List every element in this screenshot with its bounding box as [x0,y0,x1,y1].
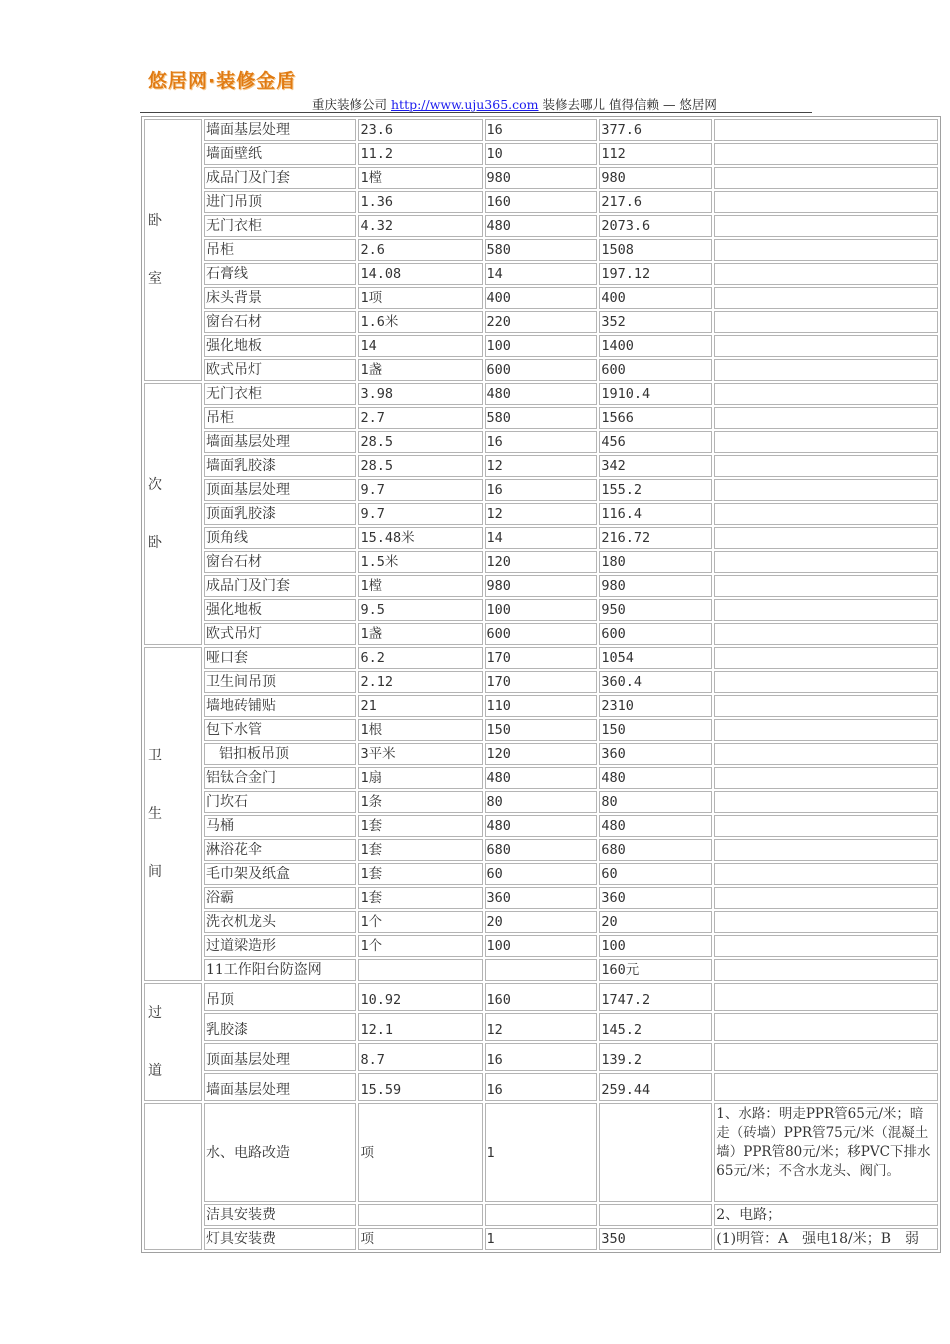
table-row [144,431,938,453]
item-name-cell: 哑口套 [204,647,357,669]
remark-cell [714,887,938,909]
quantity-cell: 1条 [358,791,482,813]
quantity-cell: 15.48米 [358,527,482,549]
remark-cell [714,959,938,981]
amount-cell: 60 [599,863,712,885]
amount-cell: 180 [599,551,712,573]
amount-cell [599,1103,712,1202]
item-name-cell: 淋浴花伞 [204,839,357,861]
quantity-cell: 1套 [358,887,482,909]
section-label-corridor [144,983,202,1101]
quantity-cell: 11.2 [358,143,482,165]
item-name-cell: 吊顶 [204,983,357,1011]
header-rule [140,112,812,113]
quantity-cell: 1个 [358,911,482,933]
amount-cell: 980 [599,167,712,189]
quantity-cell: 15.59 [358,1073,482,1101]
quantity-cell: 3.98 [358,383,482,405]
quantity-cell: 1.5米 [358,551,482,573]
item-name-cell: 石膏线 [204,263,357,285]
table-row [144,815,938,837]
remark-cell [714,143,938,165]
item-name-cell: 顶面基层处理 [204,479,357,501]
table-row [144,743,938,765]
amount-cell: 2073.6 [599,215,712,237]
unit-price-cell: 110 [485,695,598,717]
amount-cell: 150 [599,719,712,741]
quantity-cell: 28.5 [358,431,482,453]
amount-cell: 480 [599,815,712,837]
quantity-cell: 1盏 [358,359,482,381]
quantity-cell [358,1204,482,1226]
item-name-cell: 马桶 [204,815,357,837]
table-row [144,911,938,933]
amount-cell: 20 [599,911,712,933]
table-row [144,503,938,525]
amount-cell: 2310 [599,695,712,717]
amount-cell: 360 [599,743,712,765]
slogan: 装修去哪儿 值得信赖 — 悠居网 [542,97,717,112]
amount-cell: 350 [599,1228,712,1250]
item-name-cell: 顶面乳胶漆 [204,503,357,525]
item-name-cell: 窗台石材 [204,551,357,573]
amount-cell: 680 [599,839,712,861]
unit-price-cell: 360 [485,887,598,909]
unit-price-cell: 170 [485,671,598,693]
amount-cell: 1910.4 [599,383,712,405]
amount-cell: 1508 [599,239,712,261]
table-row [144,311,938,333]
remark-cell [714,359,938,381]
section-label-char: 室 [148,271,162,287]
amount-cell: 139.2 [599,1043,712,1071]
table-row [144,143,938,165]
item-name-cell: 吊柜 [204,407,357,429]
item-name-cell: 乳胶漆 [204,1013,357,1041]
remark-cell [714,407,938,429]
unit-price-cell: 14 [485,527,598,549]
table-row [144,167,938,189]
unit-price-cell: 480 [485,767,598,789]
amount-cell: 980 [599,575,712,597]
unit-price-cell: 160 [485,983,598,1011]
table-row [144,215,938,237]
section-label-char: 间 [148,864,162,880]
item-name-cell: 顶角线 [204,527,357,549]
table-row [144,575,938,597]
remark-cell [714,287,938,309]
unit-price-cell: 580 [485,407,598,429]
remark-cell [714,335,938,357]
remark-cell [714,863,938,885]
item-name-cell: 过道梁造形 [204,935,357,957]
unit-price-cell: 170 [485,647,598,669]
unit-price-cell: 60 [485,863,598,885]
table-row [144,695,938,717]
item-name-cell: 11工作阳台防盗网 [204,959,357,981]
item-name-cell: 铝钛合金门 [204,767,357,789]
remark-cell [714,119,938,141]
item-name-cell: 包下水管 [204,719,357,741]
amount-cell: 360.4 [599,671,712,693]
section-label-char: 过 [148,1005,162,1021]
amount-cell: 377.6 [599,119,712,141]
unit-price-cell: 480 [485,815,598,837]
amount-cell: 1400 [599,335,712,357]
unit-price-cell: 980 [485,167,598,189]
amount-cell: 1566 [599,407,712,429]
remark-cell: 2、电路； [714,1204,938,1226]
unit-price-cell: 100 [485,599,598,621]
quantity-cell: 8.7 [358,1043,482,1071]
quantity-cell: 1根 [358,719,482,741]
item-name-cell: 强化地板 [204,335,357,357]
amount-cell: 160元 [599,959,712,981]
amount-cell [599,1204,712,1226]
table-row [144,407,938,429]
quantity-cell: 项 [358,1103,482,1202]
unit-price-cell: 150 [485,719,598,741]
amount-cell: 217.6 [599,191,712,213]
item-name-cell: 欧式吊灯 [204,623,357,645]
amount-cell: 360 [599,887,712,909]
remark-cell [714,575,938,597]
header-line [312,95,717,113]
item-name-cell: 浴霸 [204,887,357,909]
item-name-cell: 顶面基层处理 [204,1043,357,1071]
remark-cell [714,767,938,789]
item-name-cell: 水、电路改造 [204,1103,357,1202]
quantity-cell: 10.92 [358,983,482,1011]
table-row [144,479,938,501]
item-name-cell: 吊柜 [204,239,357,261]
unit-price-cell: 16 [485,119,598,141]
table-row [144,959,938,981]
section-label-bathroom [144,647,202,981]
table-row [144,551,938,573]
quantity-cell: 1扇 [358,767,482,789]
unit-price-cell: 680 [485,839,598,861]
quantity-cell: 1.6米 [358,311,482,333]
item-name-cell: 洁具安装费 [204,1204,357,1226]
table-row [144,191,938,213]
remark-cell [714,671,938,693]
quantity-cell: 1.36 [358,191,482,213]
item-name-cell: 欧式吊灯 [204,359,357,381]
unit-price-cell: 16 [485,479,598,501]
unit-price-cell: 220 [485,311,598,333]
quantity-cell: 2.7 [358,407,482,429]
unit-price-cell: 16 [485,1073,598,1101]
remark-cell [714,311,938,333]
amount-cell: 400 [599,287,712,309]
site-link[interactable]: http://www.uju365.com [391,97,539,112]
amount-cell: 80 [599,791,712,813]
table-row [144,1103,938,1202]
item-name-cell: 灯具安装费 [204,1228,357,1250]
unit-price-cell: 160 [485,191,598,213]
table-row [144,767,938,789]
table-row [144,383,938,405]
item-name-cell: 成品门及门套 [204,575,357,597]
quantity-cell: 1项 [358,287,482,309]
amount-cell: 480 [599,767,712,789]
unit-price-cell: 20 [485,911,598,933]
unit-price-cell: 80 [485,791,598,813]
remark-cell [714,239,938,261]
unit-price-cell: 480 [485,215,598,237]
remark-cell [714,815,938,837]
remark-cell [714,455,938,477]
unit-price-cell: 1 [485,1228,598,1250]
remark-cell: (1)明管：A 强电18/米；B 弱 [714,1228,938,1250]
item-name-cell: 门坎石 [204,791,357,813]
table-row [144,119,938,141]
remark-cell [714,503,938,525]
section-label-char: 卫 [148,748,162,764]
remark-cell [714,167,938,189]
quantity-cell: 28.5 [358,455,482,477]
amount-cell: 259.44 [599,1073,712,1101]
amount-cell: 600 [599,359,712,381]
quantity-cell: 4.32 [358,215,482,237]
amount-cell: 100 [599,935,712,957]
quantity-cell: 1套 [358,863,482,885]
unit-price-cell: 980 [485,575,598,597]
quantity-cell: 6.2 [358,647,482,669]
unit-price-cell: 16 [485,1043,598,1071]
quantity-cell: 14.08 [358,263,482,285]
item-name-cell: 无门衣柜 [204,215,357,237]
remark-cell [714,191,938,213]
unit-price-cell: 100 [485,935,598,957]
quantity-cell: 21 [358,695,482,717]
item-name-cell: 卫生间吊顶 [204,671,357,693]
table-row [144,263,938,285]
item-name-cell: 窗台石材 [204,311,357,333]
remark-cell [714,479,938,501]
quantity-cell [358,959,482,981]
item-name-cell: 墙面壁纸 [204,143,357,165]
unit-price-cell: 12 [485,503,598,525]
quantity-cell: 1个 [358,935,482,957]
unit-price-cell: 480 [485,383,598,405]
quantity-cell: 9.5 [358,599,482,621]
item-name-cell: 墙面乳胶漆 [204,455,357,477]
item-name-cell: 无门衣柜 [204,383,357,405]
remark-cell [714,791,938,813]
table-row [144,239,938,261]
remark-cell [714,551,938,573]
unit-price-cell: 12 [485,1013,598,1041]
quantity-cell: 9.7 [358,479,482,501]
quantity-cell: 2.6 [358,239,482,261]
section-label-bedroom [144,119,202,381]
table-row [144,983,938,1011]
remark-cell [714,911,938,933]
unit-price-cell: 600 [485,623,598,645]
table-row [144,1228,938,1250]
table-row [144,527,938,549]
table-row [144,359,938,381]
remark-cell [714,263,938,285]
section-label-second-bedroom [144,383,202,645]
site-logo[interactable]: 悠居网·装修金盾 [148,70,297,92]
remark-cell [714,1073,938,1101]
remark-cell [714,623,938,645]
quantity-cell: 12.1 [358,1013,482,1041]
remark-cell [714,743,938,765]
remark-cell [714,719,938,741]
unit-price-cell: 14 [485,263,598,285]
unit-price-cell: 12 [485,455,598,477]
amount-cell: 155.2 [599,479,712,501]
section-label-char: 卧 [148,213,162,229]
amount-cell: 352 [599,311,712,333]
item-name-cell: 洗衣机龙头 [204,911,357,933]
item-name-cell: 墙面基层处理 [204,1073,357,1101]
remark-cell [714,527,938,549]
remark-cell [714,935,938,957]
quantity-cell: 项 [358,1228,482,1250]
table-row [144,719,938,741]
amount-cell: 456 [599,431,712,453]
remark-cell [714,647,938,669]
table-row [144,791,938,813]
unit-price-cell: 10 [485,143,598,165]
remark-cell [714,431,938,453]
unit-price-cell [485,959,598,981]
remark-cell [714,599,938,621]
quantity-cell: 9.7 [358,503,482,525]
amount-cell: 950 [599,599,712,621]
item-name-cell: 强化地板 [204,599,357,621]
table-row [144,599,938,621]
table-row [144,287,938,309]
table-row [144,1204,938,1226]
table-row [144,623,938,645]
amount-cell: 342 [599,455,712,477]
table-row [144,1013,938,1041]
item-name-cell: 铝扣板吊顶 [204,743,357,765]
remark-cell [714,983,938,1011]
quantity-cell: 14 [358,335,482,357]
section-label-char: 次 [148,477,162,493]
amount-cell: 197.12 [599,263,712,285]
quantity-cell: 1套 [358,839,482,861]
table-row [144,671,938,693]
quantity-cell: 23.6 [358,119,482,141]
item-name-cell: 进门吊顶 [204,191,357,213]
table-row [144,455,938,477]
unit-price-cell: 600 [485,359,598,381]
amount-cell: 600 [599,623,712,645]
unit-price-cell: 100 [485,335,598,357]
item-name-cell: 墙面基层处理 [204,119,357,141]
table-row [144,887,938,909]
table-row [144,1073,938,1101]
amount-cell: 112 [599,143,712,165]
table-row [144,839,938,861]
remark-cell: 1、水路：明走PPR管65元/米；暗走（砖墙）PPR管75元/米（混凝土墙）PPR管80元/米；移PVC下排水65元/米；不含水龙头、阀门。 [714,1103,938,1202]
remark-cell [714,215,938,237]
company-name: 重庆装修公司 [312,97,388,112]
item-name-cell: 床头背景 [204,287,357,309]
unit-price-cell: 580 [485,239,598,261]
remark-cell [714,839,938,861]
quantity-cell: 1套 [358,815,482,837]
quantity-cell: 3平米 [358,743,482,765]
unit-price-cell: 16 [485,431,598,453]
quantity-cell: 2.12 [358,671,482,693]
table-row [144,1043,938,1071]
unit-price-cell [485,1204,598,1226]
amount-cell: 116.4 [599,503,712,525]
section-label-char: 生 [148,806,162,822]
unit-price-cell: 400 [485,287,598,309]
remark-cell [714,1043,938,1071]
quantity-cell: 1樘 [358,575,482,597]
item-name-cell: 墙面基层处理 [204,431,357,453]
unit-price-cell: 120 [485,551,598,573]
remark-cell [714,383,938,405]
quantity-cell: 1樘 [358,167,482,189]
section-label-other [144,1103,202,1250]
table-row [144,935,938,957]
quote-table [141,116,941,1253]
quantity-cell: 1盏 [358,623,482,645]
item-name-cell: 成品门及门套 [204,167,357,189]
item-name-cell: 墙地砖铺贴 [204,695,357,717]
amount-cell: 145.2 [599,1013,712,1041]
remark-cell [714,695,938,717]
amount-cell: 1747.2 [599,983,712,1011]
section-label-char: 道 [148,1063,162,1079]
amount-cell: 216.72 [599,527,712,549]
remark-cell [714,1013,938,1041]
unit-price-cell: 1 [485,1103,598,1202]
table-row [144,647,938,669]
table-row [144,863,938,885]
unit-price-cell: 120 [485,743,598,765]
amount-cell: 1054 [599,647,712,669]
table-row [144,335,938,357]
section-label-char: 卧 [148,535,162,551]
item-name-cell: 毛巾架及纸盒 [204,863,357,885]
